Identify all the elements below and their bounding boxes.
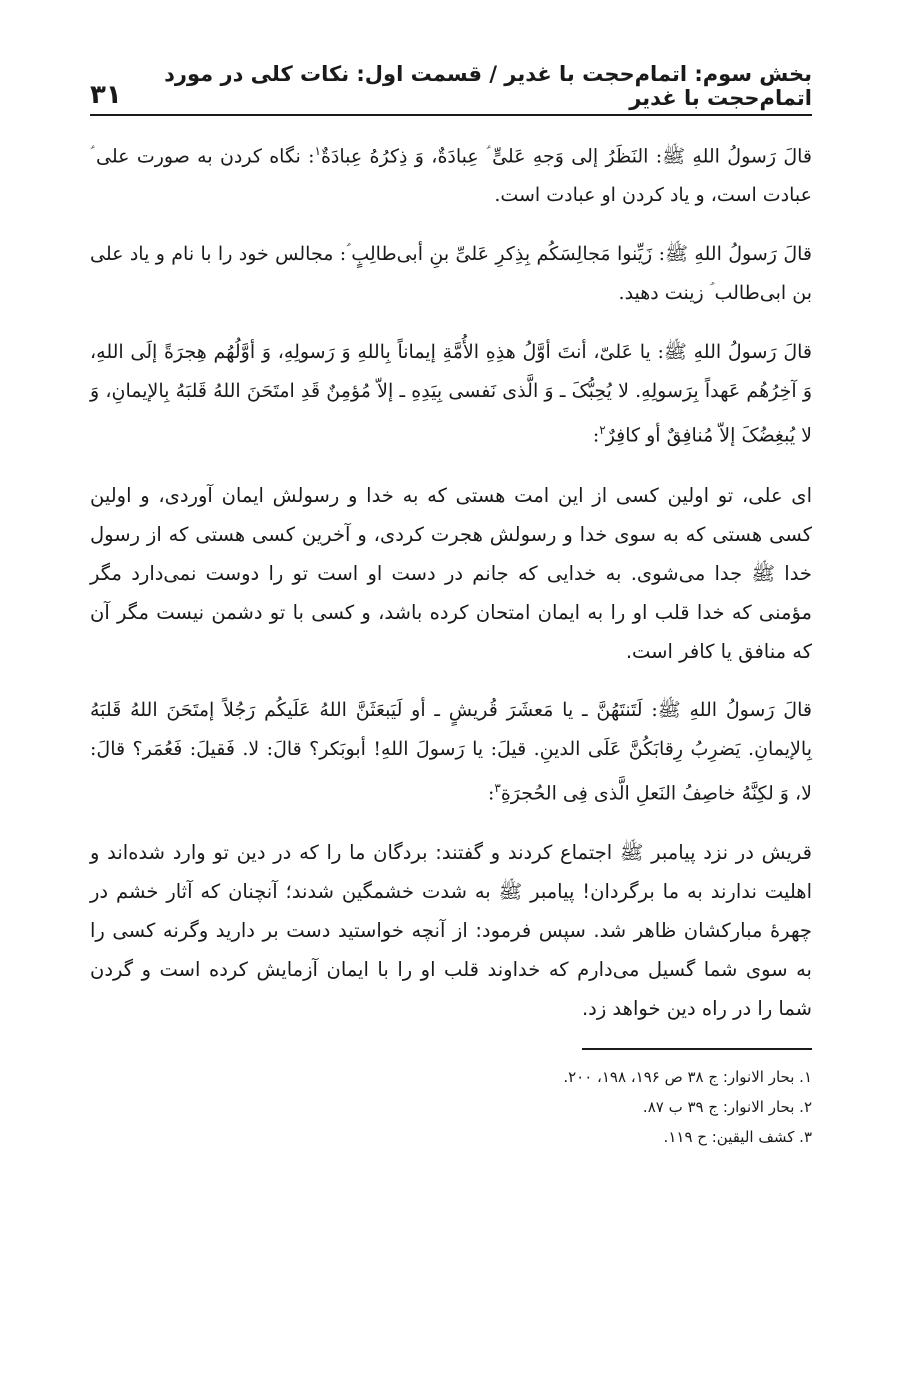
hadith-text: قالَ رَسولُ اللهِ ﷺ: النَظَرُ إلی وَجهِ عَلیٍّ ؑ عِبادَةٌ، وَ ذِکرُهُ عِبادَةٌ: [320, 145, 812, 168]
hadith-colon: :: [487, 781, 495, 804]
translation-text: : نگاه کردن به صورت علی ؑ عبادت است، و یاد کردن او عبادت است.: [90, 145, 812, 207]
hadith-colon: :: [592, 424, 600, 447]
footnote-2: ۲. بحار الانوار: ج ۳۹ ب ۸۷.: [642, 1097, 812, 1116]
translation-paragraph-3: ای علی، تو اولین کسی از این امت هستی که به خدا و رسولش ایمان آوردی، و اولین کسی هستی که به سوی خدا و رسولش هجرت کردی، و آخرین کسی هستی که از رسول خدا ﷺ جدا می‌شوی. به خدایی که جانم در دست او است تو را دوست نمی‌دارد مگر مؤمنی که خدا قلب او را به ایمان امتحان کرده باشد، و کسی با تو دشمن نیست مگر آن که منافق یا کافر است.: [90, 483, 812, 663]
hadith-paragraph-4: [90, 691, 812, 813]
hadith-text: قالَ رَسولُ اللهِ ﷺ: یا عَلیّ، أنتَ أوَّلُ هذِهِ الأُمَّةِ إیماناً بِاللهِ وَ رَسولِهِ، وَ أوَّلُهُم هِجرَةً إلَی اللهِ، وَ آخِرُهُم عَهداً بِرَسولِهِ. لا یُحِبُّکَ ـ وَ الَّذی نَفسی بِیَدِهِ ـ إلاّ مُؤمِنٌ قَدِ امتَحَنَ اللهُ قَلبَهُ بِالإیمانِ، وَ لا یُبغِضُکَ إلاّ مُنافِقٌ أو کافِرٌ: [90, 341, 812, 447]
footnotes: [90, 1062, 812, 1152]
footnote-marker-2[interactable]: ۲: [599, 423, 606, 438]
running-title: بخش سوم: اتمام‌حجت با غدیر / قسمت اول: نکات کلی در مورد اتمام‌حجت با غدیر: [164, 62, 812, 110]
hadith-text: قالَ رَسولُ اللهِ ﷺ: لَتَنتَهُنَّ ـ یا مَعشَرَ قُریشٍ ـ أو لَیَبعَثَنَّ اللهُ عَلَیکُم رَجُلاً إمتَحَنَ اللهُ قَلبَهُ بِالإیمانِ. یَضرِبُ رِقابَکُنَّ عَلَی الدینِ. قیلَ: یا رَسولَ اللهِ! أبوبَکر؟ قالَ: لا. فَقیلَ: فَعُمَر؟ قالَ: لا، وَ لکِنَّهُ خاصِفُ النَعلِ الَّذی فِی الحُجرَةِ: [90, 698, 812, 804]
hadith-paragraph-2: قالَ رَسولُ اللهِ ﷺ: زَیِّنوا مَجالِسَکُم بِذِکرِ عَلیِّ بنِ أبی‌طالِبٍ ؑ: مجالس خود را با نام و یاد علی بن ابی‌طالب ؑ زینت دهید.: [90, 243, 812, 305]
footnote-1: ۱. بحار الانوار: ج ۳۸ ص ۱۹۶، ۱۹۸، ۲۰۰.: [563, 1067, 812, 1086]
hadith-paragraph-3: [90, 333, 812, 455]
footnote-marker-1[interactable]: ۱: [314, 144, 321, 158]
footnote-divider: [582, 1048, 812, 1050]
document-page: [90, 62, 812, 1152]
translation-paragraph-4: قریش در نزد پیامبر ﷺ اجتماع کردند و گفتند: بردگان ما را که در دین تو وارد شده‌اند و اهلیت ندارند به ما برگردان! پیامبر ﷺ به شدت خشمگین شدند؛ آنچنان که آثار خشم در چهرهٔ مبارکشان ظاهر شد. سپس فرمود: از آنچه خواستید دست بر دارید وگرنه کسی را به سوی شما گسیل می‌دارم که خداوند قلب او را با ایمان آزمایش کرده است و گردن شما را در راه دین خواهد زد.: [90, 840, 812, 1020]
page-body: [90, 132, 812, 1028]
footnote-3: ۳. کشف الیقین: ح ۱۱۹.: [663, 1127, 812, 1146]
hadith-paragraph-1: [90, 132, 812, 215]
footnote-marker-3[interactable]: ۳: [494, 780, 501, 795]
page-header: [90, 62, 812, 116]
page-number: ۳۱: [90, 80, 122, 110]
